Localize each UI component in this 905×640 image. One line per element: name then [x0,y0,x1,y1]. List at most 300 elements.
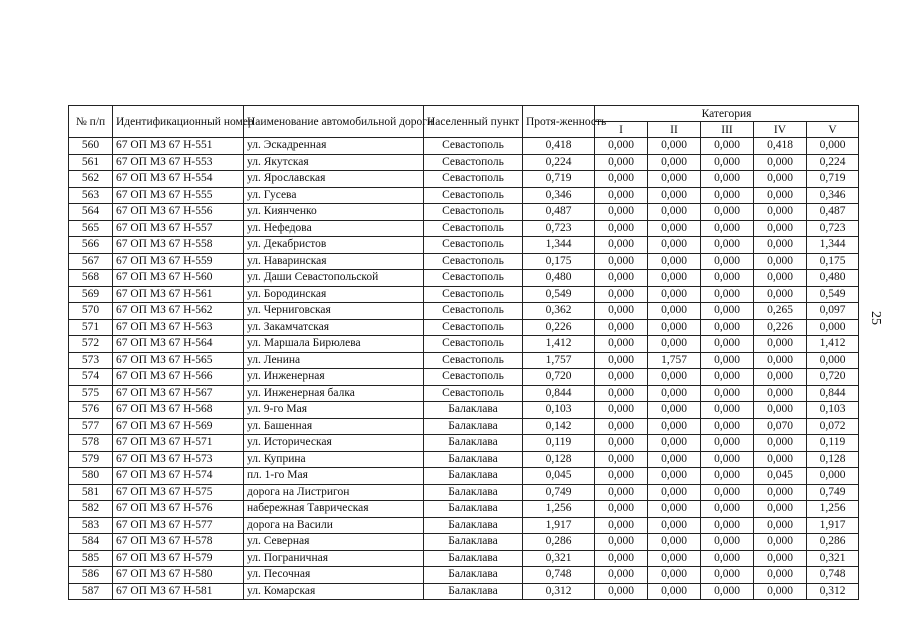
row-number: 574 [69,369,113,386]
row-number: 563 [69,187,113,204]
row-category-4: 0,000 [754,385,807,402]
row-length: 0,549 [523,286,595,303]
row-category-1: 0,000 [595,187,648,204]
table-row [69,468,859,485]
row-category-4: 0,000 [754,567,807,584]
row-category-3: 0,000 [701,270,754,287]
row-locality: Балаклава [424,484,523,501]
row-category-3: 0,000 [701,204,754,221]
row-category-1: 0,000 [595,534,648,551]
row-number: 580 [69,468,113,485]
row-id: 67 ОП МЗ 67 Н-553 [113,154,244,171]
row-category-2: 0,000 [648,319,701,336]
row-number: 564 [69,204,113,221]
table-row [69,534,859,551]
table-row [69,253,859,270]
row-locality: Балаклава [424,534,523,551]
row-category-3: 0,000 [701,550,754,567]
row-length: 0,175 [523,253,595,270]
row-category-3: 0,000 [701,435,754,452]
row-road-name: ул. Киянченко [244,204,424,221]
row-id: 67 ОП МЗ 67 Н-576 [113,501,244,518]
row-category-5: 0,487 [807,204,859,221]
row-id: 67 ОП МЗ 67 Н-566 [113,369,244,386]
header-num: № п/п [69,106,113,138]
row-category-5: 0,749 [807,484,859,501]
row-locality: Севастополь [424,352,523,369]
row-category-2: 1,757 [648,352,701,369]
row-category-1: 0,000 [595,303,648,320]
row-category-3: 0,000 [701,286,754,303]
table-row [69,171,859,188]
row-category-4: 0,000 [754,583,807,600]
row-category-5: 0,000 [807,319,859,336]
header-road-name: Наименование автомобильной дороги [244,106,424,138]
row-category-1: 0,000 [595,237,648,254]
row-category-2: 0,000 [648,253,701,270]
row-category-1: 0,000 [595,385,648,402]
row-category-1: 0,000 [595,451,648,468]
row-category-3: 0,000 [701,468,754,485]
row-category-3: 0,000 [701,402,754,419]
row-category-4: 0,000 [754,286,807,303]
row-category-3: 0,000 [701,385,754,402]
row-category-5: 0,480 [807,270,859,287]
row-road-name: ул. Декабристов [244,237,424,254]
row-locality: Севастополь [424,171,523,188]
row-road-name: ул. 9-го Мая [244,402,424,419]
row-category-5: 0,321 [807,550,859,567]
row-number: 572 [69,336,113,353]
row-road-name: ул. Наваринская [244,253,424,270]
table-row [69,501,859,518]
row-locality: Балаклава [424,517,523,534]
row-category-1: 0,000 [595,204,648,221]
table-row [69,154,859,171]
table-row [69,550,859,567]
row-category-2: 0,000 [648,402,701,419]
row-road-name: ул. Куприна [244,451,424,468]
row-number: 571 [69,319,113,336]
row-id: 67 ОП МЗ 67 Н-555 [113,187,244,204]
table-row [69,418,859,435]
header-category: Категория [595,106,859,122]
row-number: 583 [69,517,113,534]
row-category-5: 0,312 [807,583,859,600]
row-category-4: 0,000 [754,369,807,386]
row-id: 67 ОП МЗ 67 Н-554 [113,171,244,188]
row-length: 0,844 [523,385,595,402]
row-locality: Балаклава [424,583,523,600]
row-category-5: 0,346 [807,187,859,204]
row-category-3: 0,000 [701,253,754,270]
row-category-3: 0,000 [701,369,754,386]
row-category-2: 0,000 [648,138,701,155]
row-number: 579 [69,451,113,468]
row-category-2: 0,000 [648,303,701,320]
row-category-4: 0,000 [754,220,807,237]
row-locality: Севастополь [424,138,523,155]
row-category-4: 0,000 [754,435,807,452]
row-category-1: 0,000 [595,468,648,485]
table-row [69,187,859,204]
row-number: 585 [69,550,113,567]
row-road-name: ул. Даши Севастопольской [244,270,424,287]
row-category-2: 0,000 [648,171,701,188]
header-length: Протя-женность [523,106,595,138]
table-row [69,352,859,369]
row-category-1: 0,000 [595,171,648,188]
row-category-4: 0,265 [754,303,807,320]
row-id: 67 ОП МЗ 67 Н-577 [113,517,244,534]
row-id: 67 ОП МЗ 67 Н-556 [113,204,244,221]
row-length: 0,719 [523,171,595,188]
row-category-3: 0,000 [701,237,754,254]
row-category-2: 0,000 [648,286,701,303]
table-row [69,484,859,501]
row-length: 0,103 [523,402,595,419]
row-category-2: 0,000 [648,484,701,501]
header-category-5: V [807,122,859,138]
row-id: 67 ОП МЗ 67 Н-563 [113,319,244,336]
row-category-3: 0,000 [701,484,754,501]
table-header [69,106,859,138]
row-category-2: 0,000 [648,517,701,534]
row-category-3: 0,000 [701,319,754,336]
road-registry-table [68,105,859,600]
row-category-2: 0,000 [648,567,701,584]
row-id: 67 ОП МЗ 67 Н-567 [113,385,244,402]
table-row [69,435,859,452]
row-category-3: 0,000 [701,352,754,369]
row-road-name: ул. Ярославская [244,171,424,188]
row-category-5: 0,175 [807,253,859,270]
row-number: 567 [69,253,113,270]
row-id: 67 ОП МЗ 67 Н-575 [113,484,244,501]
row-category-3: 0,000 [701,418,754,435]
row-category-4: 0,000 [754,352,807,369]
row-category-2: 0,000 [648,385,701,402]
row-category-2: 0,000 [648,435,701,452]
row-category-3: 0,000 [701,567,754,584]
row-road-name: пл. 1-го Мая [244,468,424,485]
row-category-3: 0,000 [701,138,754,155]
row-locality: Балаклава [424,451,523,468]
row-road-name: дорога на Васили [244,517,424,534]
row-category-1: 0,000 [595,583,648,600]
row-locality: Севастополь [424,286,523,303]
row-length: 1,412 [523,336,595,353]
row-locality: Балаклава [424,501,523,518]
row-locality: Балаклава [424,435,523,452]
row-category-5: 0,103 [807,402,859,419]
row-road-name: ул. Пограничная [244,550,424,567]
table-row [69,237,859,254]
row-category-5: 0,720 [807,369,859,386]
row-category-1: 0,000 [595,336,648,353]
row-category-2: 0,000 [648,501,701,518]
row-number: 578 [69,435,113,452]
row-category-4: 0,000 [754,204,807,221]
row-id: 67 ОП МЗ 67 Н-551 [113,138,244,155]
row-category-5: 1,917 [807,517,859,534]
row-category-1: 0,000 [595,402,648,419]
row-number: 577 [69,418,113,435]
row-category-2: 0,000 [648,534,701,551]
row-length: 0,362 [523,303,595,320]
row-locality: Севастополь [424,204,523,221]
row-category-5: 0,549 [807,286,859,303]
row-category-5: 0,072 [807,418,859,435]
row-category-2: 0,000 [648,468,701,485]
row-road-name: набережная Таврическая [244,501,424,518]
row-number: 584 [69,534,113,551]
row-category-5: 1,344 [807,237,859,254]
row-locality: Севастополь [424,319,523,336]
row-category-3: 0,000 [701,517,754,534]
row-road-name: ул. Ленина [244,352,424,369]
row-category-2: 0,000 [648,220,701,237]
row-category-1: 0,000 [595,286,648,303]
row-category-4: 0,000 [754,534,807,551]
row-category-4: 0,000 [754,451,807,468]
row-road-name: ул. Комарская [244,583,424,600]
row-category-5: 0,097 [807,303,859,320]
row-category-1: 0,000 [595,352,648,369]
row-category-3: 0,000 [701,336,754,353]
row-number: 576 [69,402,113,419]
row-length: 0,286 [523,534,595,551]
row-number: 565 [69,220,113,237]
row-locality: Севастополь [424,220,523,237]
row-length: 0,312 [523,583,595,600]
row-id: 67 ОП МЗ 67 Н-568 [113,402,244,419]
table-row [69,583,859,600]
table-row [69,319,859,336]
row-category-5: 0,119 [807,435,859,452]
row-length: 0,045 [523,468,595,485]
row-category-4: 0,000 [754,253,807,270]
row-number: 566 [69,237,113,254]
row-category-4: 0,000 [754,171,807,188]
row-id: 67 ОП МЗ 67 Н-559 [113,253,244,270]
row-length: 0,321 [523,550,595,567]
row-category-5: 0,128 [807,451,859,468]
row-road-name: ул. Эскадренная [244,138,424,155]
row-id: 67 ОП МЗ 67 Н-578 [113,534,244,551]
row-length: 1,344 [523,237,595,254]
row-road-name: ул. Маршала Бирюлева [244,336,424,353]
page-number: 25 [868,311,883,325]
row-id: 67 ОП МЗ 67 Н-565 [113,352,244,369]
row-category-3: 0,000 [701,451,754,468]
row-id: 67 ОП МЗ 67 Н-580 [113,567,244,584]
row-locality: Севастополь [424,385,523,402]
row-category-1: 0,000 [595,220,648,237]
row-road-name: ул. Инженерная [244,369,424,386]
row-locality: Балаклава [424,468,523,485]
row-category-2: 0,000 [648,237,701,254]
row-locality: Севастополь [424,187,523,204]
row-category-3: 0,000 [701,501,754,518]
row-category-5: 0,286 [807,534,859,551]
row-category-5: 0,000 [807,352,859,369]
row-category-2: 0,000 [648,550,701,567]
table-row [69,286,859,303]
row-category-3: 0,000 [701,534,754,551]
row-number: 581 [69,484,113,501]
row-length: 0,418 [523,138,595,155]
row-number: 575 [69,385,113,402]
row-id: 67 ОП МЗ 67 Н-573 [113,451,244,468]
row-length: 0,487 [523,204,595,221]
row-category-3: 0,000 [701,583,754,600]
row-category-4: 0,000 [754,402,807,419]
row-length: 0,119 [523,435,595,452]
row-category-1: 0,000 [595,435,648,452]
row-category-1: 0,000 [595,517,648,534]
table-row [69,220,859,237]
row-category-3: 0,000 [701,171,754,188]
row-category-2: 0,000 [648,187,701,204]
row-category-4: 0,000 [754,517,807,534]
row-category-4: 0,226 [754,319,807,336]
row-road-name: ул. Песочная [244,567,424,584]
row-number: 570 [69,303,113,320]
row-category-2: 0,000 [648,204,701,221]
row-category-4: 0,000 [754,270,807,287]
row-category-4: 0,045 [754,468,807,485]
row-category-5: 0,000 [807,468,859,485]
row-id: 67 ОП МЗ 67 Н-569 [113,418,244,435]
header-category-3: III [701,122,754,138]
row-category-2: 0,000 [648,451,701,468]
row-road-name: ул. Нефедова [244,220,424,237]
row-category-3: 0,000 [701,303,754,320]
row-road-name: ул. Инженерная балка [244,385,424,402]
row-category-5: 0,723 [807,220,859,237]
row-category-5: 0,844 [807,385,859,402]
row-number: 573 [69,352,113,369]
row-locality: Севастополь [424,253,523,270]
row-number: 569 [69,286,113,303]
table-row [69,204,859,221]
row-category-4: 0,070 [754,418,807,435]
row-length: 0,128 [523,451,595,468]
row-number: 562 [69,171,113,188]
row-category-1: 0,000 [595,567,648,584]
row-id: 67 ОП МЗ 67 Н-557 [113,220,244,237]
row-length: 0,226 [523,319,595,336]
row-category-5: 0,748 [807,567,859,584]
row-category-5: 0,000 [807,138,859,155]
row-id: 67 ОП МЗ 67 Н-560 [113,270,244,287]
row-length: 0,748 [523,567,595,584]
table-row [69,402,859,419]
row-category-2: 0,000 [648,270,701,287]
table-row [69,385,859,402]
row-length: 0,142 [523,418,595,435]
row-category-4: 0,000 [754,336,807,353]
row-id: 67 ОП МЗ 67 Н-561 [113,286,244,303]
row-number: 560 [69,138,113,155]
table-row [69,451,859,468]
table-body [69,138,859,600]
row-category-2: 0,000 [648,336,701,353]
row-number: 582 [69,501,113,518]
row-id: 67 ОП МЗ 67 Н-564 [113,336,244,353]
row-length: 0,720 [523,369,595,386]
row-locality: Балаклава [424,418,523,435]
row-category-1: 0,000 [595,550,648,567]
row-category-1: 0,000 [595,253,648,270]
row-category-5: 0,224 [807,154,859,171]
row-category-2: 0,000 [648,418,701,435]
row-locality: Балаклава [424,567,523,584]
row-category-1: 0,000 [595,270,648,287]
row-locality: Балаклава [424,402,523,419]
row-category-4: 0,000 [754,484,807,501]
table-row [69,303,859,320]
row-category-5: 0,719 [807,171,859,188]
row-road-name: ул. Черниговская [244,303,424,320]
row-category-4: 0,000 [754,501,807,518]
row-category-3: 0,000 [701,187,754,204]
row-road-name: ул. Бородинская [244,286,424,303]
header-category-4: IV [754,122,807,138]
row-id: 67 ОП МЗ 67 Н-558 [113,237,244,254]
row-road-name: ул. Гусева [244,187,424,204]
row-id: 67 ОП МЗ 67 Н-562 [113,303,244,320]
row-locality: Севастополь [424,270,523,287]
row-category-2: 0,000 [648,583,701,600]
header-category-2: II [648,122,701,138]
row-length: 1,757 [523,352,595,369]
row-length: 0,723 [523,220,595,237]
row-road-name: ул. Башенная [244,418,424,435]
row-length: 0,480 [523,270,595,287]
row-number: 586 [69,567,113,584]
row-road-name: ул. Историческая [244,435,424,452]
row-category-4: 0,000 [754,187,807,204]
row-road-name: дорога на Листригон [244,484,424,501]
row-road-name: ул. Якутская [244,154,424,171]
row-length: 1,917 [523,517,595,534]
row-length: 0,224 [523,154,595,171]
row-category-1: 0,000 [595,501,648,518]
row-category-3: 0,000 [701,220,754,237]
header-locality: Населенный пункт [424,106,523,138]
row-category-1: 0,000 [595,138,648,155]
row-locality: Севастополь [424,237,523,254]
header-id: Идентификационный номер [113,106,244,138]
row-category-4: 0,418 [754,138,807,155]
row-category-1: 0,000 [595,154,648,171]
row-road-name: ул. Северная [244,534,424,551]
row-category-5: 1,412 [807,336,859,353]
row-locality: Севастополь [424,369,523,386]
row-category-1: 0,000 [595,418,648,435]
row-road-name: ул. Закамчатская [244,319,424,336]
row-locality: Севастополь [424,336,523,353]
row-id: 67 ОП МЗ 67 Н-581 [113,583,244,600]
row-locality: Балаклава [424,550,523,567]
row-category-4: 0,000 [754,237,807,254]
row-number: 587 [69,583,113,600]
row-category-2: 0,000 [648,369,701,386]
row-category-3: 0,000 [701,154,754,171]
row-number: 568 [69,270,113,287]
